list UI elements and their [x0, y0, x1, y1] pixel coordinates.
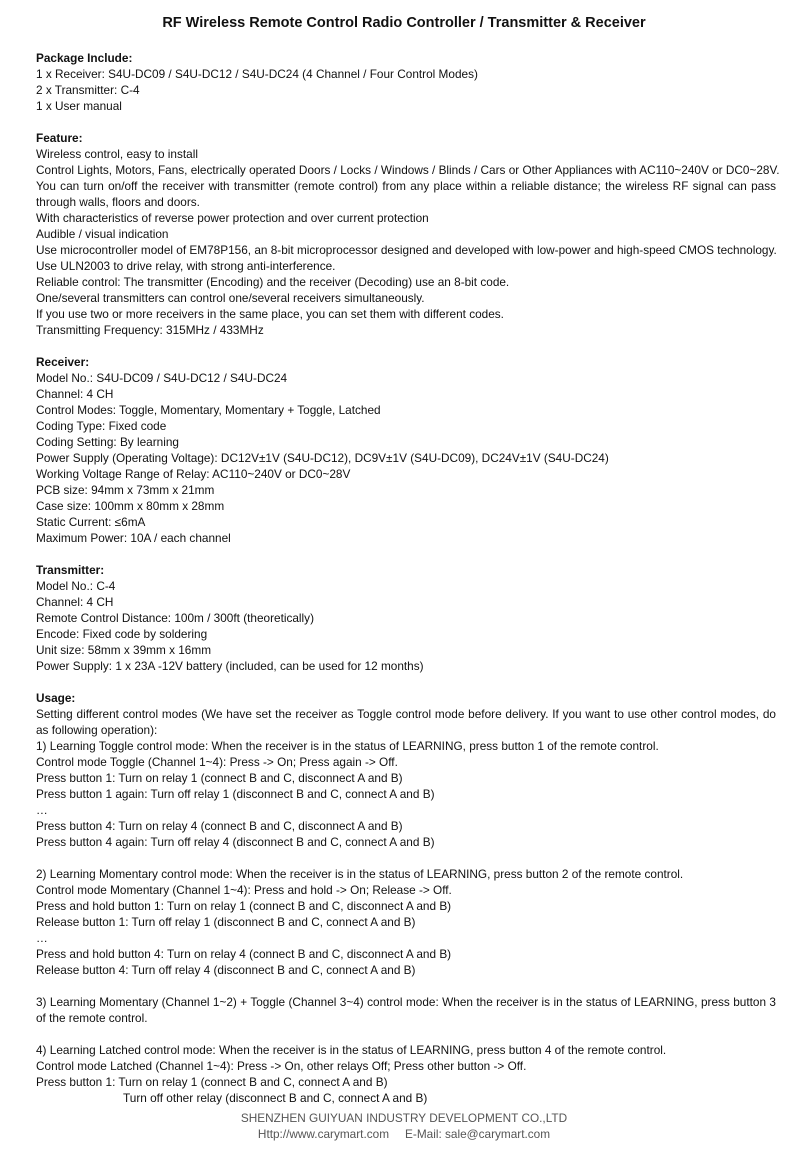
footer-company: SHENZHEN GUIYUAN INDUSTRY DEVELOPMENT CO.,LTD — [240, 1111, 568, 1125]
usage-mode1-line: Press button 4: Turn on relay 4 (connect B and C, disconnect A and B) — [36, 819, 403, 833]
spacer — [36, 850, 776, 866]
receiver-line: Model No.: S4U-DC09 / S4U-DC12 / S4U-DC24 — [36, 371, 288, 385]
usage-intro: Setting different control modes (We have set the receiver as Toggle control mode before delivery. If you want to use other control modes, do as following operation): — [36, 707, 776, 737]
receiver-line: PCB size: 94mm x 73mm x 21mm — [36, 483, 215, 497]
package-line: 2 x Transmitter: C-4 — [36, 83, 140, 97]
usage-mode1-line: Press button 1: Turn on relay 1 (connect B and C, disconnect A and B) — [36, 771, 403, 785]
feature-line: Reliable control: The transmitter (Encoding) and the receiver (Decoding) use an 8-bit code. — [36, 275, 510, 289]
receiver-section — [36, 354, 776, 546]
feature-heading: Feature: — [36, 131, 83, 145]
receiver-line: Channel: 4 CH — [36, 387, 114, 401]
receiver-line: Control Modes: Toggle, Momentary, Momentary + Toggle, Latched — [36, 403, 381, 417]
usage-mode1-line: 1) Learning Toggle control mode: When the receiver is in the status of LEARNING, press button 1 of the remote control. — [36, 739, 659, 753]
usage-mode1-line: Control mode Toggle (Channel 1~4): Press -> On; Press again -> Off. — [36, 755, 398, 769]
feature-line: Transmitting Frequency: 315MHz / 433MHz — [36, 323, 264, 337]
transmitter-line: Power Supply: 1 x 23A -12V battery (included, can be used for 12 months) — [36, 659, 424, 673]
footer-website-link[interactable]: Http://www.carymart.com — [257, 1127, 390, 1141]
footer-contact — [0, 1126, 808, 1142]
transmitter-line: Unit size: 58mm x 39mm x 16mm — [36, 643, 212, 657]
usage-mode2-line: Release button 4: Turn off relay 4 (disconnect B and C, connect A and B) — [36, 963, 416, 977]
usage-mode4-indent-line: Turn off other relay (disconnect B and C, connect A and B) — [123, 1091, 428, 1105]
usage-mode4-line: 4) Learning Latched control mode: When the receiver is in the status of LEARNING, press button 4 of the remote control. — [36, 1043, 667, 1057]
usage-mode1-line: Press button 4 again: Turn off relay 4 (disconnect B and C, connect A and B) — [36, 835, 435, 849]
feature-line: Control Lights, Motors, Fans, electrically operated Doors / Locks / Windows / Blinds / Cars or Other Appliances with AC110~240V or DC0~28V. — [36, 163, 780, 177]
usage-mode4-line: Press button 1: Turn on relay 1 (connect B and C, connect A and B) — [36, 1075, 388, 1089]
package-line: 1 x Receiver: S4U-DC09 / S4U-DC12 / S4U-DC24 (4 Channel / Four Control Modes) — [36, 67, 478, 81]
page-footer — [0, 1110, 808, 1142]
feature-line: Wireless control, easy to install — [36, 147, 198, 161]
usage-mode4-line: Control mode Latched (Channel 1~4): Press -> On, other relays Off; Press other button -> Off. — [36, 1059, 527, 1073]
transmitter-line: Model No.: C-4 — [36, 579, 116, 593]
feature-section — [36, 130, 780, 338]
footer-email-link[interactable]: E-Mail: sale@carymart.com — [405, 1127, 551, 1141]
package-heading: Package Include: — [36, 51, 133, 65]
receiver-line: Static Current: ≤6mA — [36, 515, 146, 529]
usage-mode2-line: 2) Learning Momentary control mode: When the receiver is in the status of LEARNING, press button 2 of the remote control. — [36, 867, 684, 881]
transmitter-heading: Transmitter: — [36, 563, 105, 577]
receiver-line: Case size: 100mm x 80mm x 28mm — [36, 499, 225, 513]
feature-line: If you use two or more receivers in the same place, you can set them with different codes. — [36, 307, 504, 321]
receiver-line: Power Supply (Operating Voltage): DC12V±1V (S4U-DC12), DC9V±1V (S4U-DC09), DC24V±1V (S4U-DC24) — [36, 451, 609, 465]
usage-mode2-line: … — [36, 931, 48, 945]
feature-line: Audible / visual indication — [36, 227, 169, 241]
usage-mode3-line: 3) Learning Momentary (Channel 1~2) + Toggle (Channel 3~4) control mode: When the receiver is in the status of LEARNING, press button 3 of the remote control. — [36, 995, 776, 1025]
feature-line: With characteristics of reverse power protection and over current protection — [36, 211, 429, 225]
usage-mode2-line: Press and hold button 1: Turn on relay 1 (connect B and C, disconnect A and B) — [36, 899, 452, 913]
usage-mode2-line: Release button 1: Turn off relay 1 (disconnect B and C, connect A and B) — [36, 915, 416, 929]
feature-line: One/several transmitters can control one/several receivers simultaneously. — [36, 291, 425, 305]
package-line: 1 x User manual — [36, 99, 122, 113]
package-section — [36, 50, 776, 114]
usage-mode2-line: Control mode Momentary (Channel 1~4): Press and hold -> On; Release -> Off. — [36, 883, 452, 897]
page-title: RF Wireless Remote Control Radio Controller / Transmitter & Receiver — [162, 15, 646, 31]
transmitter-line: Channel: 4 CH — [36, 595, 114, 609]
usage-heading: Usage: — [36, 691, 76, 705]
feature-line: You can turn on/off the receiver with transmitter (remote control) from any place within a reliable distance; the wireless RF signal can pass through walls, floors and doors. — [36, 179, 776, 209]
transmitter-line: Remote Control Distance: 100m / 300ft (theoretically) — [36, 611, 315, 625]
transmitter-line: Encode: Fixed code by soldering — [36, 627, 208, 641]
receiver-line: Coding Setting: By learning — [36, 435, 179, 449]
spacer — [36, 1026, 776, 1042]
usage-section — [36, 690, 776, 1106]
feature-line: Use microcontroller model of EM78P156, an 8-bit microprocessor designed and developed with low-power and high-speed CMOS technology. — [36, 243, 777, 257]
receiver-heading: Receiver: — [36, 355, 90, 369]
transmitter-section — [36, 562, 776, 674]
usage-mode1-line: … — [36, 803, 48, 817]
usage-mode1-line: Press button 1 again: Turn off relay 1 (disconnect B and C, connect A and B) — [36, 787, 435, 801]
receiver-line: Maximum Power: 10A / each channel — [36, 531, 231, 545]
receiver-line: Working Voltage Range of Relay: AC110~240V or DC0~28V — [36, 467, 351, 481]
spacer — [36, 978, 776, 994]
document-body — [36, 50, 780, 1122]
receiver-line: Coding Type: Fixed code — [36, 419, 167, 433]
feature-line: Use ULN2003 to drive relay, with strong anti-interference. — [36, 259, 336, 273]
usage-mode2-line: Press and hold button 4: Turn on relay 4 (connect B and C, disconnect A and B) — [36, 947, 452, 961]
